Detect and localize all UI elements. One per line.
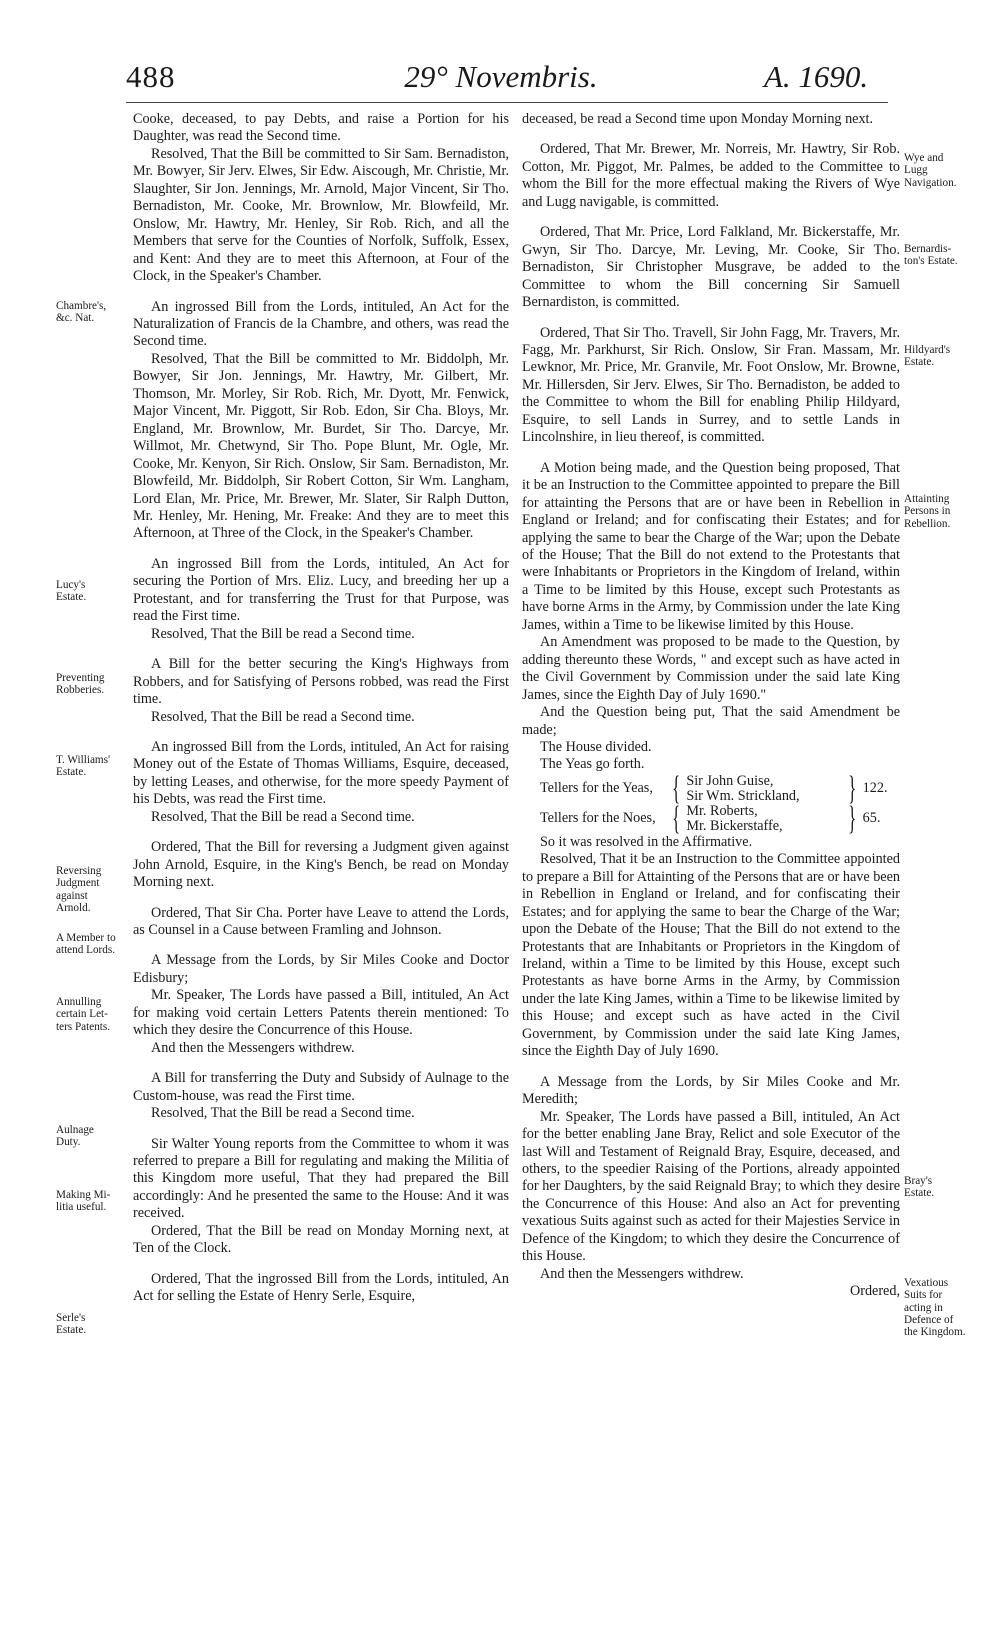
teller-name: Sir John Guise, [686, 772, 774, 789]
margin-note-line: Suits for [904, 1289, 943, 1302]
right-brace: } [848, 769, 857, 807]
margin-note [904, 152, 988, 189]
paragraph-r11: Resolved, That it be an Instruction to the Committee appointed to prepare a Bill for Attainting of the Persons that are or have been in Rebellion in England or Ireland, and for confiscating their Estates; and for applying the same to bear the Charge of the War; upon the Debate of the House; That the Bill do not extend to the Protestants that are Inhabitants or Proprietors in the Kingdom of Ireland, within a Time to be limited by this House, except such Protestants as have borne Arms in the Army, by Commission under the late King James, within a Time to be likewise limited by this House; and except such as have acted in the Civil Government, by Commission under the said late King James, since the Eighth Day of July 1690. [522, 851, 900, 1060]
margin-note [904, 1175, 988, 1200]
paragraph-l13: A Message from the Lords, by Sir Miles Cooke and Doctor Edisbury; [133, 952, 509, 986]
margin-note-line: Navigation. [904, 176, 957, 189]
paragraph-gap [522, 128, 900, 141]
margin-note [904, 243, 988, 268]
page-date: 29° Novembris. [404, 59, 598, 94]
paragraph-r3: Ordered, That Mr. Price, Lord Falkland, Mr. Bickerstaffe, Mr. Gwyn, Sir Tho. Darcye, Mr. Leving, Mr. Cooke, Sir Tho. Bernadiston, Sir Christopher Musgrave, be added to the Committee to whom the Bill concerning Sir Samuell Bernardiston, is committed. [522, 224, 900, 311]
margin-note [56, 579, 130, 604]
paragraph-l6: Resolved, That the Bill be read a Second time. [151, 625, 415, 642]
paragraph-r2: Ordered, That Mr. Brewer, Mr. Norreis, Mr. Hawtry, Sir Rob. Cotton, Mr. Piggot, Mr. Palmes, be added to the Committee to whom the Bill for the more effectual making the Rivers of Wye and Lugg navigable, is committed. [522, 141, 900, 210]
paragraph-l8: Resolved, That the Bill be read a Second time. [151, 708, 415, 725]
teller-row [540, 769, 900, 807]
paragraph-gap [522, 447, 900, 460]
paragraph-r8: The House divided. [540, 738, 652, 755]
margin-note [56, 1189, 130, 1214]
margin-note-line: attend Lords. [56, 944, 116, 957]
margin-note-line: Judgment [56, 877, 100, 890]
margin-note-line: A Member to [56, 932, 116, 944]
margin-note [904, 1277, 988, 1338]
page-number: 488 [126, 59, 176, 94]
paragraph-gap [133, 939, 509, 952]
margin-note-line: ton's Estate. [904, 255, 958, 268]
margin-note-line: Serle's [56, 1312, 86, 1324]
margin-note-line: Attainting [904, 493, 950, 505]
paragraph-l19: Ordered, That the Bill be read on Monday Morning next, at Ten of the Clock. [133, 1222, 509, 1257]
paragraph-l12: Ordered, That Sir Cha. Porter have Leave to attend the Lords, as Counsel in a Cause between Framling and Johnson. [133, 904, 509, 939]
margin-note-line: Duty. [56, 1136, 81, 1149]
paragraph-l5: An ingrossed Bill from the Lords, intituled, An Act for securing the Portion of Mrs. Eliz. Lucy, and breeding her up a Protestant, and for transferring the Trust for that Purpose, was read the First time. [133, 555, 509, 625]
header-rule [126, 102, 888, 103]
paragraph-gap [133, 286, 509, 299]
margin-note [904, 493, 988, 530]
margin-note [56, 932, 130, 957]
margin-note-line: Estate. [904, 356, 935, 369]
paragraph-l7: A Bill for the better securing the King's Highways from Robbers, and for Satisfying of Persons robbed, was read the First time. [133, 656, 509, 708]
paragraph-gap [133, 643, 509, 656]
paragraph-r10: So it was resolved in the Affirmative. [540, 833, 753, 850]
margin-note-line: Estate. [56, 591, 87, 604]
teller-count: 65. [862, 810, 881, 827]
paragraph-r9: The Yeas go forth. [540, 756, 645, 773]
paragraph-l4: Resolved, That the Bill be committed to Mr. Biddolph, Mr. Bowyer, Sir Jon. Jennings, Mr. Hawtry, Mr. Gilbert, Mr. Thomson, Mr. Morley, Sir Rob. Rich, Mr. Dyott, Mr. Fenwick, Major Vincent, Mr. Piggott, Sir Rob. Edon, Sir Cha. Bloys, Mr. England, Mr. Brownlow, Mr. Burdet, Sir Tho. Darcye, Mr. Willmot, Mr. Chetwynd, Sir Tho. Pope Blunt, Mr. Ogle, Mr. Cooke, Mr. Kenyon, Sir Rich. Onslow, Sir Sam. Bernadiston, Mr. Blowfeild, Mr. Biddolph, Sir Robert Cotton, Sir Wm. Langham, Lord Elan, Mr. Price, Mr. Brewer, Mr. Slater, Sir Ralph Dutton, Mr. Henley, Mr. Hening, Mr. Freake: And they are to meet this Afternoon, at Three of the Clock, in the Speaker's Chamber. [133, 350, 509, 542]
margin-note-line: ters Patents. [56, 1020, 111, 1033]
paragraph-l9: An ingrossed Bill from the Lords, intituled, An Act for raising Money out of the Estate of Thomas Williams, Esquire, deceased, by letting Leases, and otherwise, for the more speedy Payment of his Debts, was read the First time. [133, 738, 509, 808]
paragraph-r7: And the Question being put, That the said Amendment be made; [522, 704, 900, 738]
teller-name: Mr. Roberts, [686, 802, 758, 819]
paragraph-r12: A Message from the Lords, by Sir Miles Cooke and Mr. Meredith; [522, 1073, 900, 1108]
margin-note [56, 865, 130, 914]
tellers-block [522, 769, 900, 837]
right-column-text-a [522, 111, 900, 774]
paragraph-gap [133, 1057, 509, 1070]
paragraph-r14: And then the Messengers withdrew. [540, 1265, 744, 1282]
margin-note [56, 672, 130, 697]
paragraph-l14: Mr. Speaker, The Lords have passed a Bill, intituled, An Act for making void certain Letters Patents therein mentioned: To which they desire the Concurrence of this House. [133, 987, 509, 1039]
paragraph-gap [522, 211, 900, 224]
paragraph-gap [522, 1061, 900, 1074]
teller-row [540, 799, 900, 837]
paragraph-l10: Resolved, That the Bill be read a Second time. [151, 808, 415, 825]
page-year: A. 1690. [764, 59, 869, 94]
teller-name: Mr. Bickerstaffe, [686, 817, 783, 834]
teller-names [686, 774, 838, 804]
margin-note-line: &c. Nat. [56, 312, 95, 325]
margin-note-line: Defence of [904, 1313, 954, 1326]
margin-note-line: Rebellion. [904, 517, 951, 530]
margin-note-line: Persons in [904, 505, 951, 518]
teller-label: Tellers for the Noes, [540, 810, 656, 827]
margin-note-line: the Kingdom. [904, 1326, 966, 1339]
margin-note-line: acting in [904, 1301, 943, 1314]
paragraph-r6: An Amendment was proposed to be made to the Question, by adding thereunto these Words, " and except such as have acted in the Civil Government by Commission under the said late King James, since the Eighth Day of July 1690." [522, 634, 900, 703]
teller-label: Tellers for the Yeas, [540, 780, 653, 797]
margin-note-line: Bernardis- [904, 243, 952, 255]
paragraph-l16: A Bill for transferring the Duty and Subsidy of Aulnage to the Custom-house, was read the First time. [133, 1070, 509, 1104]
paragraph-r13: Mr. Speaker, The Lords have passed a Bill, intituled, An Act for the better enabling Jane Bray, Relict and sole Executor of the last Will and Testament of Reignald Bray, Esquire, deceased, and others, to the speedier Raising of the Portions, already appointed for her Daughters, by the said Reignald Bray; to which they desire the Concurrence of this House: And also an Act for preventing vexatious Suits against such as acted for their Majesties Service in Defence of the Kingdom; to which they desire the Concurrence of this House. [522, 1108, 900, 1265]
margin-note-line: Preventing [56, 672, 105, 684]
teller-name: Sir Wm. Strickland, [686, 787, 800, 804]
margin-note-line: T. Williams' [56, 754, 110, 766]
paragraph-r15: Ordered, [849, 1283, 900, 1300]
margin-note [56, 754, 130, 779]
teller-names [686, 804, 838, 834]
paragraph-l18: Sir Walter Young reports from the Committee to whom it was referred to prepare a Bill for regulating and making the Militia of this Kingdom more useful, That they had prepared the Bill accordingly: And he presented the same to the House: And it was received. [133, 1135, 509, 1222]
margin-note-line: Vexatious [904, 1277, 949, 1289]
margin-note-line: Wye and [904, 152, 944, 164]
margin-note-line: litia useful. [56, 1201, 107, 1214]
margin-note-line: Robberies. [56, 684, 105, 697]
paragraph-gap [133, 726, 509, 739]
margin-note-line: Hildyard's [904, 344, 951, 356]
teller-count: 122. [862, 780, 888, 797]
left-brace: { [672, 799, 681, 837]
paragraph-l11: Ordered, That the Bill for reversing a Judgment given against John Arnold, Esquire, in the King's Bench, be read on Monday Morning next. [133, 839, 509, 891]
margin-note [904, 344, 988, 369]
margin-note-line: Making Mi- [56, 1189, 111, 1201]
margin-note [56, 300, 130, 325]
right-column-text-b [522, 834, 900, 1301]
margin-note [56, 996, 130, 1033]
left-column [133, 111, 509, 1306]
paragraph-r5: A Motion being made, and the Question being proposed, That it be an Instruction to the Committee appointed to prepare the Bill for attainting the Persons that are or have been in Rebellion in England or Ireland; and for confiscating their Estates; and for applying the same to bear the Charge of the War; upon the Debate of the House; That the Bill do not extend to the Protestants that were Inhabitants or Proprietors in the Kingdom of Ireland, within a Time to be limited by this House, except such Protestants as have borne Arms in the Army, by Commission under the late King James, within a Time to be likewise limited by this House. [522, 459, 900, 633]
paragraph-l3: An ingrossed Bill from the Lords, intituled, An Act for the Naturalization of Francis de la Chambre, and others, was read the Second time. [133, 298, 509, 350]
paragraph-gap [133, 1258, 509, 1271]
paragraph-l17: Resolved, That the Bill be read a Second time. [151, 1105, 415, 1122]
margin-note-line: Chambre's, [56, 300, 107, 312]
paragraph-l2: Resolved, That the Bill be committed to Sir Sam. Bernadiston, Mr. Bowyer, Sir Jerv. Elwes, Sir Edw. Aiscough, Mr. Christie, Mr. Slaughter, Sir Jon. Jennings, Mr. Arnold, Major Vincent, Sir Tho. Bernadiston, Mr. Cooke, Mr. Brownlow, Mr. Blowfeild, Mr. Onslow, Mr. Hawtry, Mr. Henley, Sir Rob. Rich, and all the Members that serve for the Counties of Norfolk, Suffolk, Essex, and Kent: And they are to meet this Afternoon, at Four of the Clock, in the Speaker's Chamber. [133, 145, 509, 285]
right-brace: } [848, 799, 857, 837]
paragraph-r4: Ordered, That Sir Tho. Travell, Sir John Fagg, Mr. Travers, Mr. Fagg, Mr. Parkhurst, Sir Rich. Onslow, Sir Fran. Massam, Mr. Lewknor, Mr. Price, Mr. Granvile, Mr. Foot Onslow, Mr. Browne, Mr. Hillersden, Sir Jerv. Elwes, Sir Tho. Bernadiston, be added to the Committee to whom the Bill for enabling Philip Hildyard, Esquire, to sell Lands in Surrey, and to settle Lands in Lincolnshire, in lieu thereof, is committed. [522, 324, 900, 446]
margin-note-line: Reversing [56, 865, 102, 877]
margin-note [56, 1312, 130, 1337]
paragraph-r1: deceased, be read a Second time upon Monday Morning next. [522, 111, 874, 127]
margin-note-line: Lucy's [56, 579, 86, 591]
paragraph-gap [522, 312, 900, 325]
paragraph-gap [133, 826, 509, 839]
margin-note-line: Estate. [56, 1324, 87, 1337]
margin-note-line: certain Let- [56, 1008, 108, 1021]
paragraph-gap [133, 892, 509, 905]
margin-note [56, 1124, 130, 1149]
paragraph-gap [133, 1123, 509, 1136]
margin-note-line: Annulling [56, 996, 102, 1008]
right-column [522, 111, 900, 1301]
margin-note-line: Lugg [904, 164, 928, 177]
margin-note-line: Arnold. [56, 901, 91, 914]
margin-note-line: Estate. [904, 1187, 935, 1200]
margin-note-line: Aulnage [56, 1124, 94, 1136]
margin-note-line: Bray's [904, 1175, 933, 1187]
margin-note-line: against [56, 889, 88, 902]
paragraph-gap [133, 543, 509, 556]
left-brace: { [672, 769, 681, 807]
paragraph-l1: Cooke, deceased, to pay Debts, and raise a Portion for his Daughter, was read the Second time. [133, 111, 509, 145]
paragraph-l15: And then the Messengers withdrew. [151, 1039, 355, 1056]
margin-note-line: Estate. [56, 766, 87, 779]
paragraph-l20: Ordered, That the ingrossed Bill from the Lords, intituled, An Act for selling the Estate of Henry Serle, Esquire, [133, 1270, 509, 1305]
